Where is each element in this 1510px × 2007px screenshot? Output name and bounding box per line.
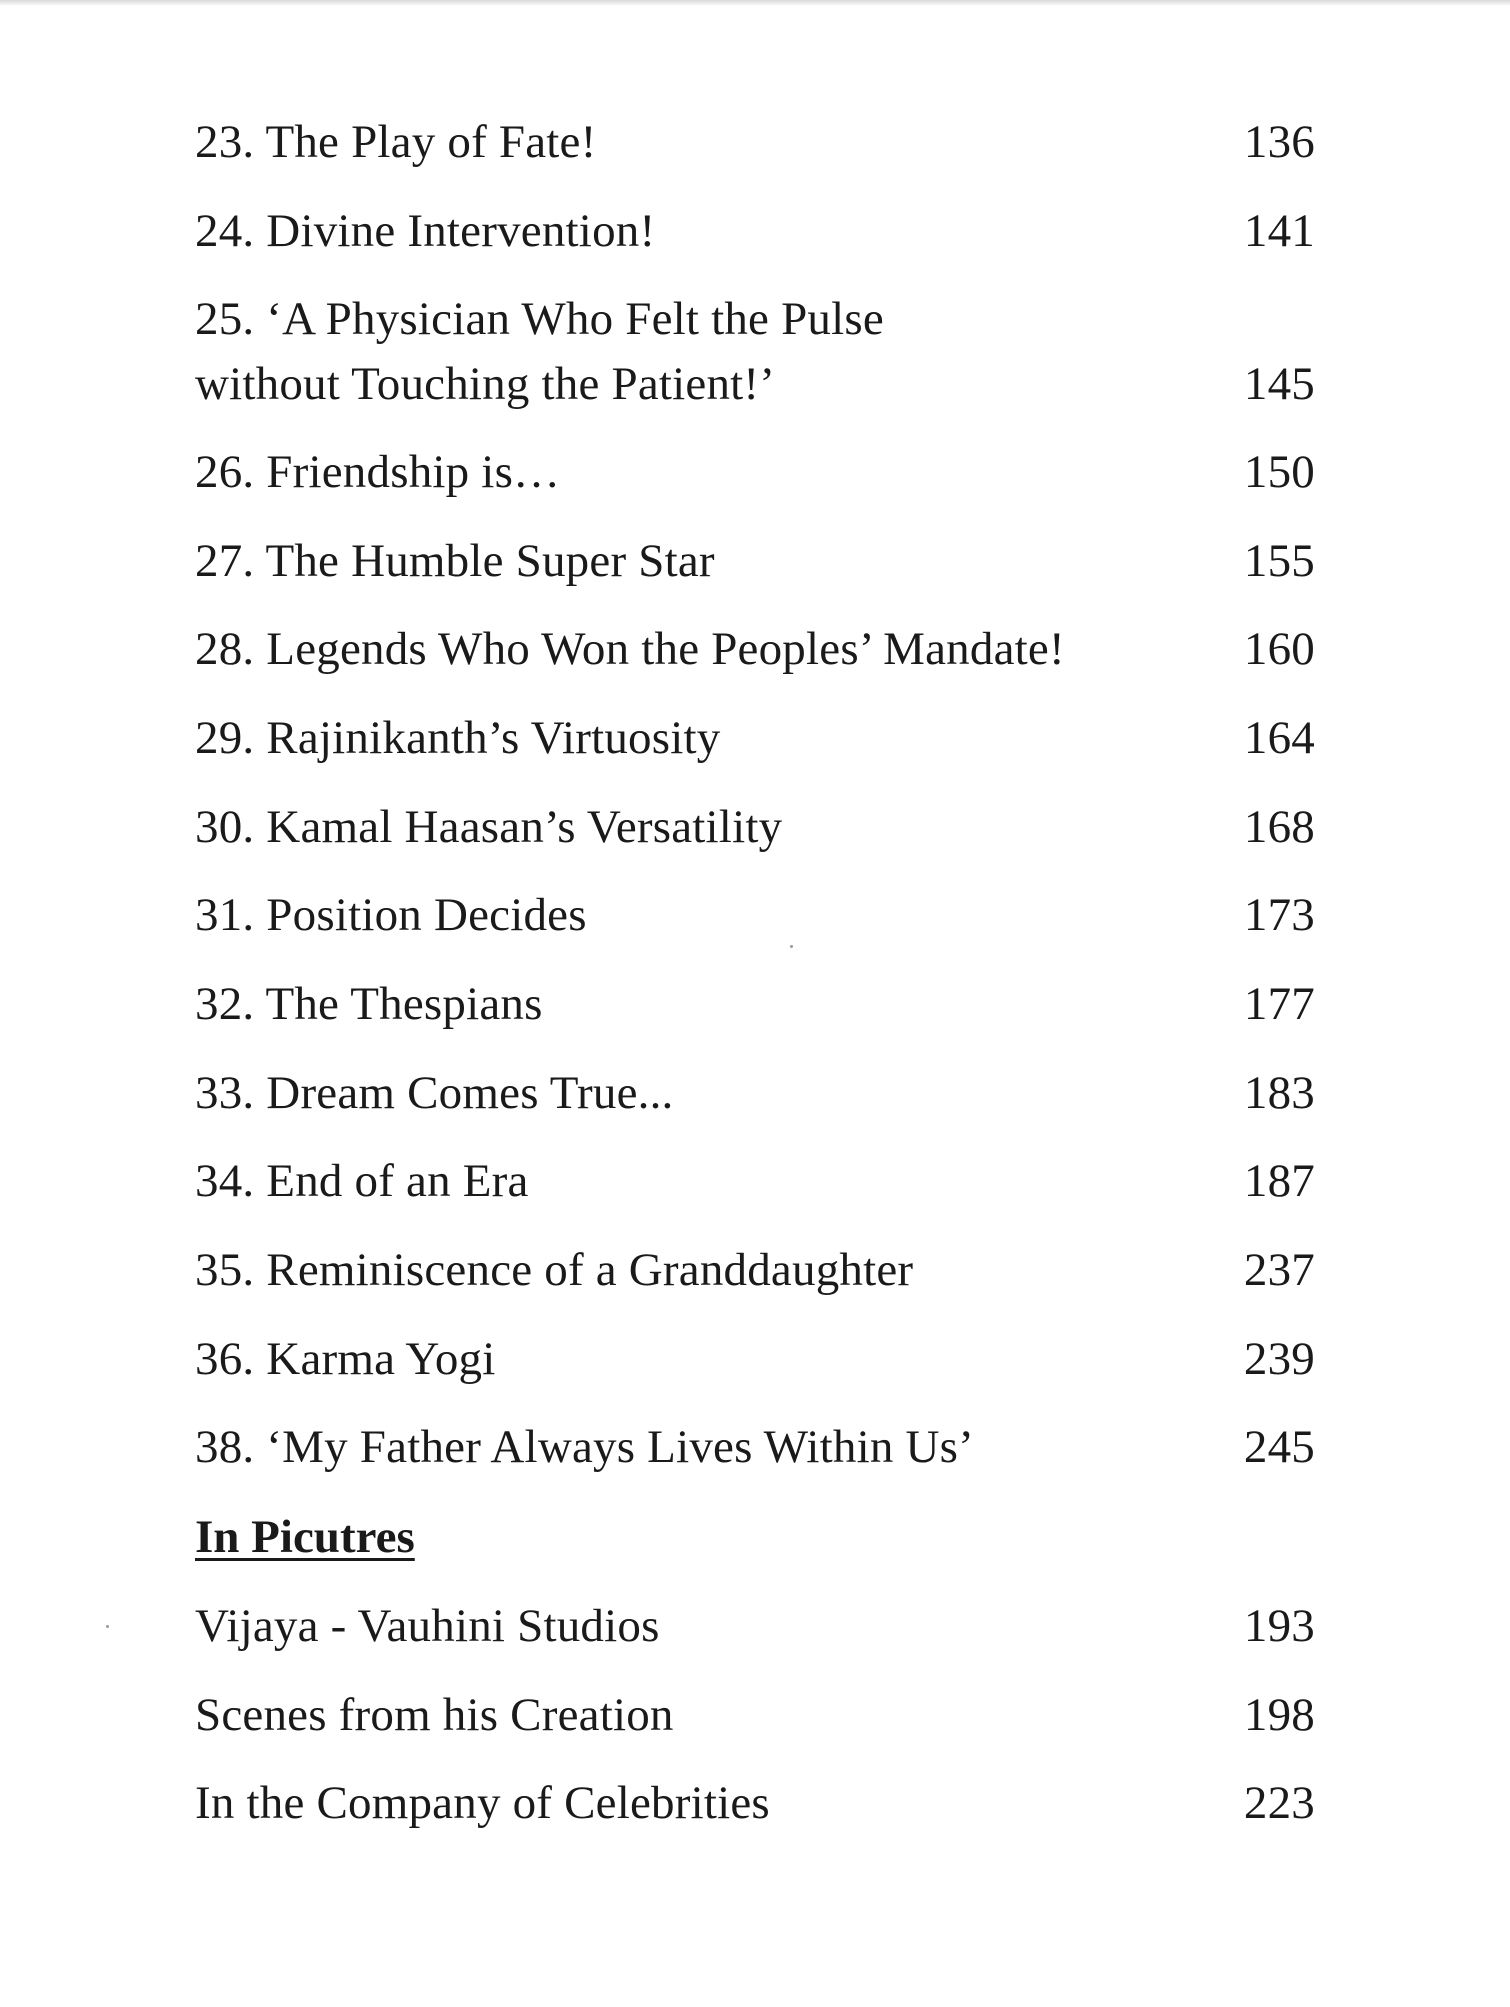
toc-entry-25 [195, 287, 1315, 417]
toc-entry-page: 177 [1243, 978, 1315, 1030]
toc-entry-title: 25. ‘A Physician Who Felt the Pulse [195, 293, 884, 345]
pictures-entry [195, 1683, 1315, 1748]
toc-entry-34 [195, 1149, 1315, 1214]
toc-entry-title: 31. Position Decides [195, 889, 587, 941]
toc-entry-title: 29. Rajinikanth’s Virtuosity [195, 712, 721, 764]
toc-entry-36 [195, 1327, 1315, 1392]
toc-entry-title: 38. ‘My Father Always Lives Within Us’ [195, 1421, 974, 1473]
toc-entry-page: 136 [1243, 116, 1315, 168]
toc-entry-page: 168 [1243, 801, 1315, 853]
toc-entry-page: 245 [1243, 1421, 1315, 1473]
toc-entry-page: 145 [1243, 358, 1315, 410]
toc-entry-27 [195, 529, 1315, 594]
toc-entry-title: 33. Dream Comes True... [195, 1067, 674, 1119]
toc-entry-title: 23. The Play of Fate! [195, 116, 597, 168]
toc-entry-page: 150 [1243, 446, 1315, 498]
toc-entry-page: 187 [1243, 1155, 1315, 1207]
pictures-entry-title: Vijaya - Vauhini Studios [195, 1600, 660, 1652]
scan-speck [106, 1625, 109, 1628]
toc-entry-title: 32. The Thespians [195, 978, 543, 1030]
toc-entry-33 [195, 1061, 1315, 1126]
toc-entry-38 [195, 1415, 1315, 1480]
toc-entry-26 [195, 440, 1315, 505]
toc-entry-title: 36. Karma Yogi [195, 1333, 496, 1385]
toc-entry-title: 35. Reminiscence of a Granddaughter [195, 1244, 914, 1296]
toc-entry-30 [195, 795, 1315, 860]
toc-entry-page: 237 [1243, 1244, 1315, 1296]
scan-edge [0, 0, 1510, 6]
toc-entry-title-line2: without Touching the Patient!’ [195, 358, 776, 410]
toc-entry-title: 30. Kamal Haasan’s Versatility [195, 801, 783, 853]
pictures-entry-title: Scenes from his Creation [195, 1689, 674, 1741]
toc-entry-page: 164 [1243, 712, 1315, 764]
toc-entry-32 [195, 972, 1315, 1037]
toc-entry-title: 26. Friendship is… [195, 446, 561, 498]
pictures-entry-page: 193 [1243, 1600, 1315, 1652]
pictures-section-heading: In Picutres [195, 1511, 415, 1563]
toc-entry-page: 155 [1243, 535, 1315, 587]
toc-entry-page: 160 [1243, 623, 1315, 675]
pictures-entry [195, 1771, 1315, 1836]
toc-entry-title: 28. Legends Who Won the Peoples’ Mandate! [195, 623, 1065, 675]
scan-speck [790, 945, 793, 948]
toc-entry-title: 27. The Humble Super Star [195, 535, 715, 587]
toc-entry-title: 34. End of an Era [195, 1155, 529, 1207]
toc-entry-page: 141 [1243, 205, 1315, 257]
toc-entry-page: 173 [1243, 889, 1315, 941]
pictures-entry [195, 1594, 1315, 1659]
pictures-entry-page: 223 [1243, 1777, 1315, 1829]
toc-entry-23 [195, 110, 1315, 175]
toc-entry-page: 239 [1243, 1333, 1315, 1385]
toc-entry-28 [195, 617, 1315, 682]
toc-entry-page: 183 [1243, 1067, 1315, 1119]
toc-entry-title: 24. Divine Intervention! [195, 205, 656, 257]
pictures-entry-title: In the Company of Celebrities [195, 1777, 770, 1829]
pictures-entry-page: 198 [1243, 1689, 1315, 1741]
toc-entry-35 [195, 1238, 1315, 1303]
toc-entry-29 [195, 706, 1315, 771]
toc-entry-31 [195, 883, 1315, 948]
toc-entry-24 [195, 199, 1315, 264]
